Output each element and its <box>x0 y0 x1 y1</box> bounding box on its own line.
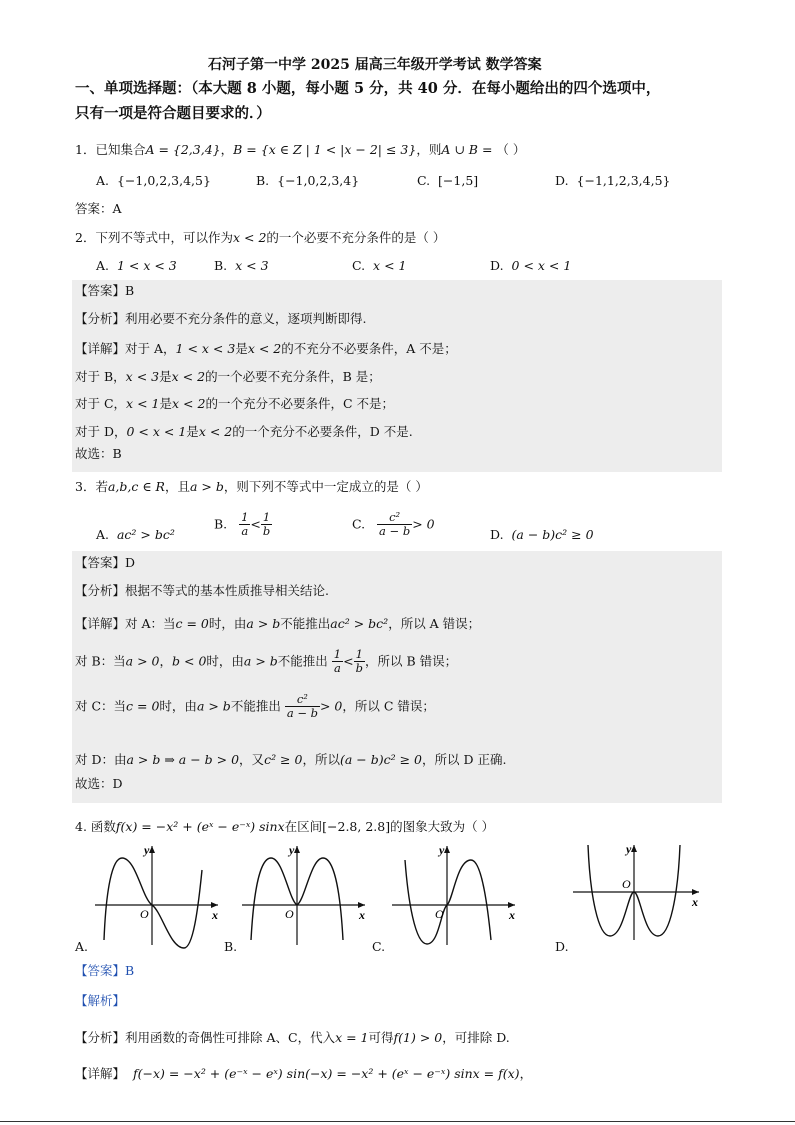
q2-detail-c: 对于 C，x < 1是x < 2的一个充分不必要条件，C 不是； <box>75 396 394 411</box>
q2-stem: 2．下列不等式中，可以作为x < 2的一个必要不充分条件的是（ ） <box>75 230 446 245</box>
q1-answer: 答案：A <box>75 201 122 216</box>
q4-label-d: D. <box>555 939 569 954</box>
q2-conclusion: 故选：B <box>75 446 122 461</box>
graph-c-origin: O <box>435 907 444 921</box>
q4-label-c: C. <box>372 939 386 954</box>
graph-c-y-label: y <box>439 843 445 857</box>
q4-analysis: 【分析】利用函数的奇偶性可排除 A、C，代入x = 1可得f(1) > 0，可排除 D. <box>75 1030 510 1045</box>
section-heading-line1: 一、单项选择题：（本大题 8 小题，每小题 5 分，共 40 分．在每小题给出的四个选项中， <box>75 80 661 97</box>
q4-graph-a <box>90 840 225 950</box>
q4-detail: 【详解】 f(−x) = −x² + (e⁻ˣ − eˣ) sin(−x) = −x² + (eˣ − e⁻ˣ) sinx = f(x)， <box>75 1066 533 1081</box>
section-heading-line2: 只有一项是符合题目要求的．） <box>75 105 271 122</box>
q3-option-a: A. ac² > bc² <box>96 527 175 542</box>
q2-detail-d: 对于 D，0 < x < 1是x < 2的一个充分不必要条件，D 不是. <box>75 424 413 439</box>
q3-stem: 3．若a,b,c ∈ R，且a > b，则下列不等式中一定成立的是（ ） <box>75 479 428 494</box>
q3-option-c: C. $\frac{\text{c²}}{a - b}$ > 0 <box>352 510 435 538</box>
graph-b-x-label: x <box>359 908 365 922</box>
q2-answer: 【答案】B <box>75 283 135 298</box>
q3-detail-b: 对 B：当a > 0，b < 0时，由a > b不能推出 $\frac{1}{a}$ < $\frac{1}{b}$ ，所以 B 错误； <box>75 647 458 675</box>
q4-graph-d <box>568 840 706 945</box>
q1-option-a: A. {−1,0,2,3,4,5} <box>96 173 211 188</box>
graph-d-y-label: y <box>626 842 632 856</box>
graph-a-x-label: x <box>212 908 218 922</box>
q1-stem: 1．已知集合A = {2,3,4}，B = {x ∈ Z | 1 < |x − 2| ≤ 3}，则A ∪ B = （ ） <box>75 142 526 157</box>
q2-option-b: B. x < 3 <box>214 258 269 273</box>
q3-answer: 【答案】D <box>75 555 136 570</box>
q3-option-b: B. $\frac{1}{a}$ < $\frac{1}{b}$ <box>214 510 271 538</box>
q1-option-b: B. {−1,0,2,3,4} <box>256 173 360 188</box>
page-title: 石河子第一中学 2025 届高三年级开学考试 数学答案 <box>208 57 542 73</box>
q4-label-a: A. <box>75 939 89 954</box>
q4-stem: 4. 函数f(x) = −x² + (eˣ − e⁻ˣ) sinx在区间[−2.8, 2.8]的图象大致为（ ） <box>75 819 495 834</box>
q3-detail-a: 【详解】对 A：当c = 0时，由a > b不能推出ac² > bc²，所以 A 错误； <box>75 616 481 631</box>
q3-conclusion: 故选：D <box>75 776 123 791</box>
q1-option-d: D. {−1,1,2,3,4,5} <box>555 173 671 188</box>
q2-detail-b: 对于 B，x < 3是x < 2的一个必要不充分条件，B 是； <box>75 369 381 384</box>
q4-graph-b <box>237 840 372 950</box>
graph-b-y-label: y <box>289 843 295 857</box>
q3-analysis: 【分析】根据不等式的基本性质推导相关结论. <box>75 583 329 598</box>
graph-d-x-label: x <box>692 895 698 909</box>
graph-a-y-label: y <box>144 843 150 857</box>
graph-c-x-label: x <box>509 908 515 922</box>
q4-jiexi: 【解析】 <box>75 993 126 1008</box>
graph-b-origin: O <box>285 907 294 921</box>
q4-label-b: B. <box>224 939 238 954</box>
q4-answer: 【答案】B <box>75 963 135 978</box>
graph-d-origin: O <box>622 877 631 891</box>
q1-option-c: C. [−1,5] <box>417 173 479 188</box>
page-bottom-rule <box>0 1121 795 1122</box>
q2-option-c: C. x < 1 <box>352 258 407 273</box>
graph-a-origin: O <box>140 907 149 921</box>
q2-analysis: 【分析】利用必要不充分条件的意义，逐项判断即得. <box>75 311 367 326</box>
q2-option-a: A. 1 < x < 3 <box>96 258 177 273</box>
q3-option-d: D. (a − b)c² ≥ 0 <box>490 527 594 542</box>
q2-option-d: D. 0 < x < 1 <box>490 258 572 273</box>
q3-detail-d: 对 D：由a > b ⇒ a − b > 0，又c² ≥ 0，所以(a − b)c² ≥ 0，所以 D 正确. <box>75 752 507 767</box>
q3-detail-c: 对 C：当c = 0时，由a > b不能推出 $\frac{\text{c²}}{a - b}$ > 0，所以 C 错误； <box>75 692 435 720</box>
q4-graph-c <box>387 840 522 950</box>
q2-detail-a: 【详解】对于 A，1 < x < 3是x < 2的不充分不必要条件，A 不是； <box>75 341 457 356</box>
